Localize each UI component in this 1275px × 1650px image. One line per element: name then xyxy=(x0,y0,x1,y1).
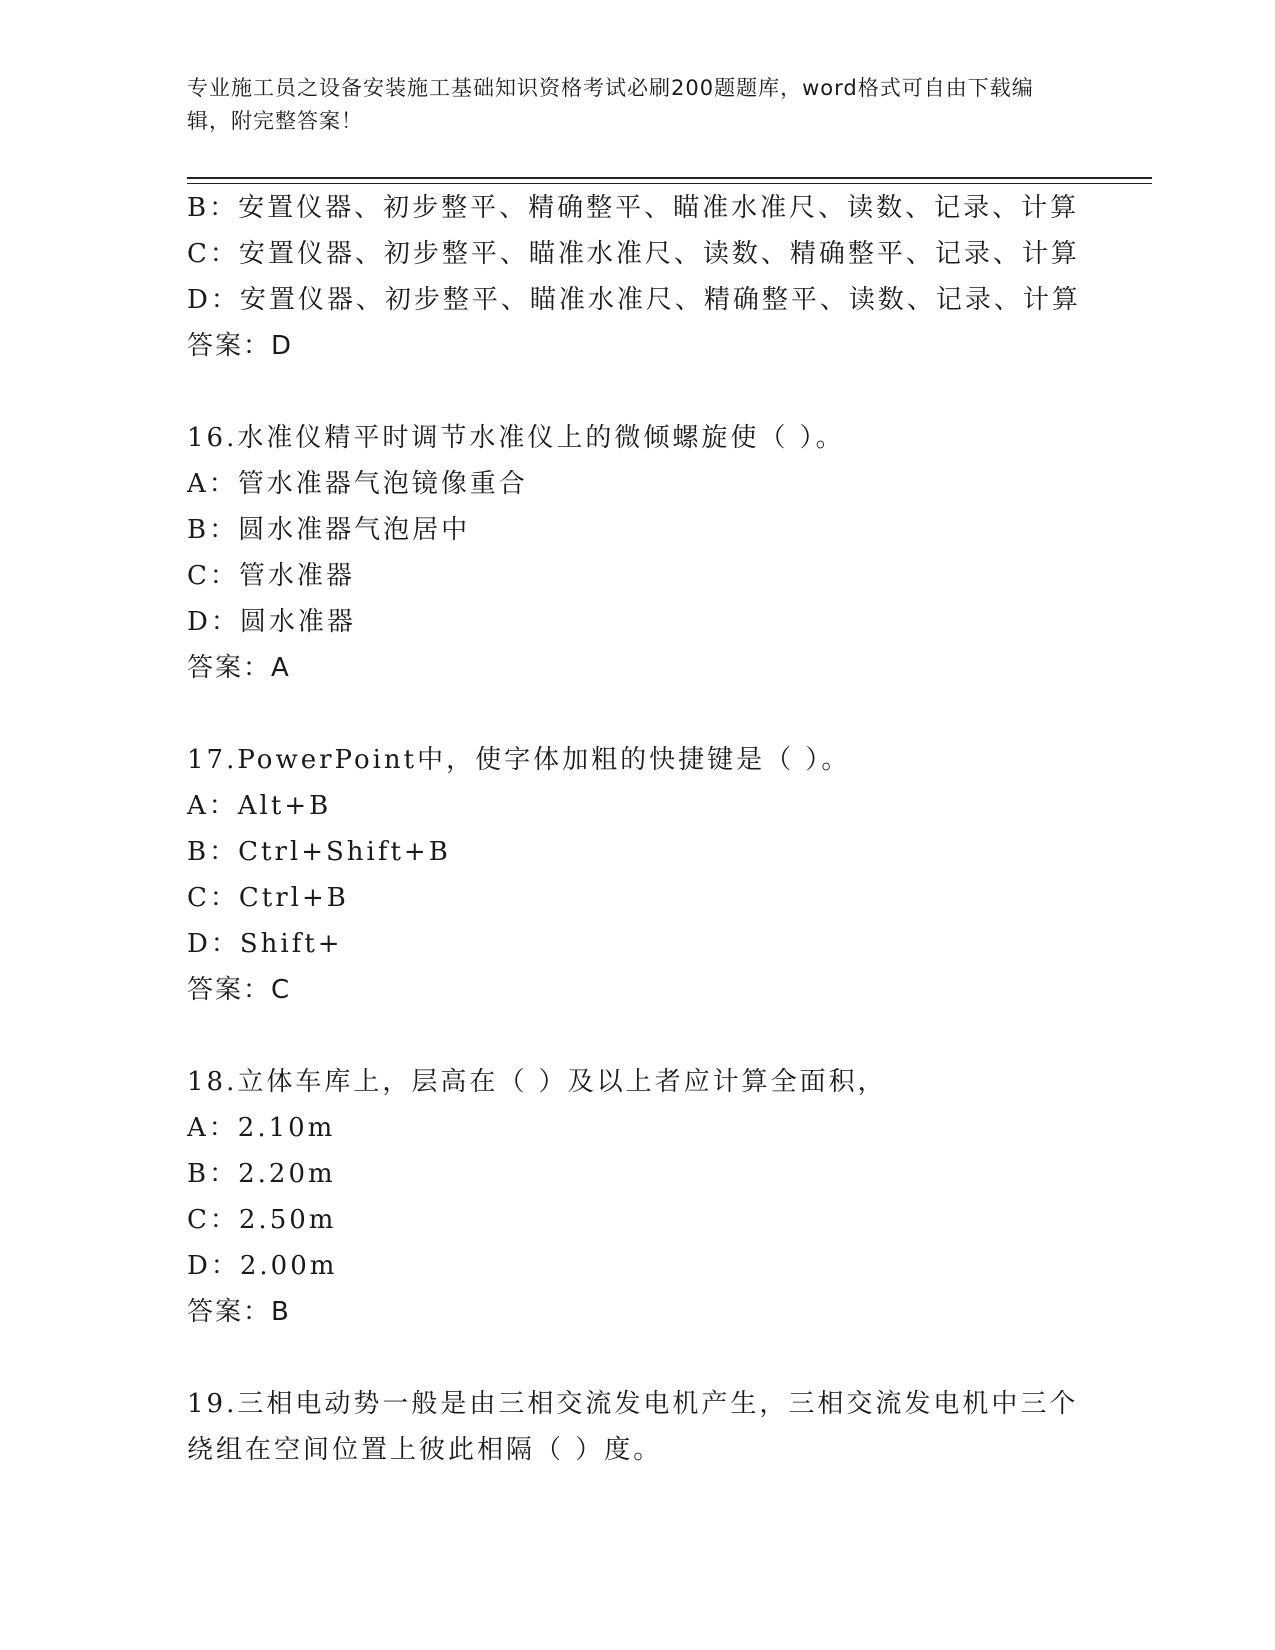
q18-option-d: D：2.00m xyxy=(187,1251,338,1281)
document-header: 专业施工员之设备安装施工基础知识资格考试必刷200题题库，word格式可自由下载编辑，附完整答案！ xyxy=(187,76,1034,133)
header-rule-thick xyxy=(187,177,1152,179)
q17-option-b: B：Ctrl+Shift+B xyxy=(187,837,451,867)
q17-option-d: D：Shift+ xyxy=(187,929,343,959)
question-18 xyxy=(187,1059,1117,1335)
q15-answer: 答案：D xyxy=(187,331,294,361)
spacer xyxy=(187,1013,1117,1059)
q16-answer: 答案：A xyxy=(187,653,291,683)
q18-answer: 答案：B xyxy=(187,1297,291,1327)
q17-answer: 答案：C xyxy=(187,975,292,1005)
q16-option-d: D：圆水准器 xyxy=(187,607,356,637)
spacer xyxy=(187,1335,1117,1381)
q16-option-b: B：圆水准器气泡居中 xyxy=(187,515,471,545)
q19-stem: 19.三相电动势一般是由三相交流发电机产生，三相交流发电机中三个绕组在空间位置上彼此相隔（ ）度。 xyxy=(187,1389,1079,1465)
question-17 xyxy=(187,737,1117,1013)
question-15-tail xyxy=(187,185,1117,369)
q15-option-c: C：安置仪器、初步整平、瞄准水准尺、读数、精确整平、记录、计算 xyxy=(187,239,1080,269)
q18-option-c: C：2.50m xyxy=(187,1205,337,1235)
spacer xyxy=(187,369,1117,415)
question-16 xyxy=(187,415,1117,691)
q15-option-b: B：安置仪器、初步整平、精确整平、瞄准水准尺、读数、记录、计算 xyxy=(187,193,1080,223)
q17-stem: 17.PowerPoint中，使字体加粗的快捷键是（ ）。 xyxy=(187,745,851,775)
header-rule-thin xyxy=(187,183,1152,184)
spacer xyxy=(187,691,1117,737)
question-list xyxy=(187,185,1117,1473)
q18-stem: 18.立体车库上，层高在（ ）及以上者应计算全面积， xyxy=(187,1067,887,1097)
q18-option-b: B：2.20m xyxy=(187,1159,336,1189)
question-19 xyxy=(187,1381,1117,1473)
q17-option-a: A：Alt+B xyxy=(187,791,332,821)
q18-option-a: A：2.10m xyxy=(187,1113,336,1143)
q16-option-c: C：管水准器 xyxy=(187,561,355,591)
q16-stem: 16.水准仪精平时调节水准仪上的微倾螺旋使（ ）。 xyxy=(187,423,845,453)
q16-option-a: A：管水准器气泡镜像重合 xyxy=(187,469,528,499)
q15-option-d: D：安置仪器、初步整平、瞄准水准尺、精确整平、读数、记录、计算 xyxy=(187,285,1081,315)
q17-option-c: C：Ctrl+B xyxy=(187,883,349,913)
